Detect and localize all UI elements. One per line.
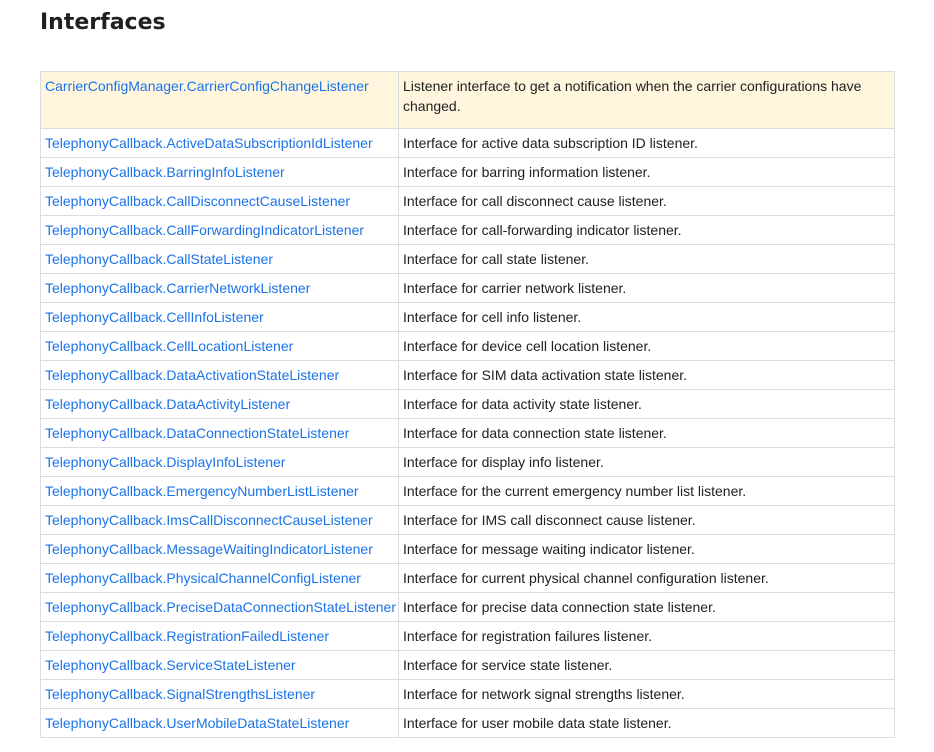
interface-link[interactable]: TelephonyCallback.ImsCallDisconnectCauseListener: [45, 512, 373, 528]
interface-name-cell: [41, 361, 399, 390]
interface-description: Interface for the current emergency number list listener.: [399, 477, 895, 506]
interface-description: Interface for message waiting indicator listener.: [399, 535, 895, 564]
interface-name-cell: [41, 564, 399, 593]
interface-link[interactable]: TelephonyCallback.PreciseDataConnectionStateListener: [45, 599, 396, 615]
interface-link[interactable]: TelephonyCallback.RegistrationFailedListener: [45, 628, 330, 644]
interface-description: Interface for call-forwarding indicator listener.: [399, 216, 895, 245]
interface-link[interactable]: TelephonyCallback.SignalStrengthsListener: [45, 686, 316, 702]
table-row: [41, 680, 895, 709]
interface-description: Listener interface to get a notification when the carrier configurations have changed.: [399, 72, 895, 129]
interface-name-cell: [41, 332, 399, 361]
page-title: Interfaces: [40, 10, 166, 35]
interface-description: Interface for user mobile data state listener.: [399, 709, 895, 738]
table-row: [41, 187, 895, 216]
interface-description: Interface for current physical channel configuration listener.: [399, 564, 895, 593]
table-row: [41, 245, 895, 274]
interface-link[interactable]: TelephonyCallback.EmergencyNumberListListener: [45, 483, 359, 499]
interface-description: Interface for carrier network listener.: [399, 274, 895, 303]
interface-description: Interface for call disconnect cause listener.: [399, 187, 895, 216]
interface-name-cell: [41, 187, 399, 216]
table-row: [41, 535, 895, 564]
interface-name-cell: [41, 419, 399, 448]
interface-link[interactable]: TelephonyCallback.CallForwardingIndicatorListener: [45, 222, 365, 238]
interface-description: Interface for data connection state listener.: [399, 419, 895, 448]
interface-name-cell: [41, 593, 399, 622]
interface-link[interactable]: TelephonyCallback.CarrierNetworkListener: [45, 280, 311, 296]
interface-description: Interface for barring information listener.: [399, 158, 895, 187]
table-row: [41, 622, 895, 651]
interface-link[interactable]: TelephonyCallback.DataActivityListener: [45, 396, 291, 412]
interface-link[interactable]: TelephonyCallback.PhysicalChannelConfigListener: [45, 570, 361, 586]
table-row: [41, 390, 895, 419]
table-row: [41, 419, 895, 448]
interface-link[interactable]: TelephonyCallback.CellLocationListener: [45, 338, 294, 354]
interface-link[interactable]: CarrierConfigManager.CarrierConfigChangeListener: [45, 78, 369, 94]
interface-name-cell: [41, 303, 399, 332]
interface-link[interactable]: TelephonyCallback.DataConnectionStateListener: [45, 425, 350, 441]
interface-description: Interface for IMS call disconnect cause listener.: [399, 506, 895, 535]
interface-name-cell: [41, 448, 399, 477]
table-row: [41, 477, 895, 506]
interface-link[interactable]: TelephonyCallback.DisplayInfoListener: [45, 454, 286, 470]
interface-name-cell: [41, 129, 399, 158]
interface-description: Interface for call state listener.: [399, 245, 895, 274]
interface-name-cell: [41, 274, 399, 303]
interface-name-cell: [41, 506, 399, 535]
interface-link[interactable]: TelephonyCallback.CallDisconnectCauseListener: [45, 193, 351, 209]
table-row: [41, 506, 895, 535]
interface-name-cell: [41, 535, 399, 564]
interface-description: Interface for precise data connection state listener.: [399, 593, 895, 622]
interface-link[interactable]: TelephonyCallback.CellInfoListener: [45, 309, 264, 325]
table-row: [41, 158, 895, 187]
interface-name-cell: [41, 709, 399, 738]
table-row: [41, 448, 895, 477]
interface-description: Interface for network signal strengths listener.: [399, 680, 895, 709]
interface-description: Interface for cell info listener.: [399, 303, 895, 332]
table-row: [41, 593, 895, 622]
interface-name-cell: [41, 680, 399, 709]
interface-name-cell: [41, 216, 399, 245]
table-row: [41, 303, 895, 332]
interface-name-cell: [41, 72, 399, 129]
table-row: [41, 216, 895, 245]
interface-name-cell: [41, 477, 399, 506]
interface-description: Interface for display info listener.: [399, 448, 895, 477]
interface-description: Interface for service state listener.: [399, 651, 895, 680]
interface-description: Interface for data activity state listener.: [399, 390, 895, 419]
table-row: [41, 709, 895, 738]
interface-link[interactable]: TelephonyCallback.ActiveDataSubscriptionIdListener: [45, 135, 373, 151]
interface-description: Interface for registration failures listener.: [399, 622, 895, 651]
table-row: [41, 274, 895, 303]
table-row: [41, 332, 895, 361]
interface-name-cell: [41, 651, 399, 680]
table-row: [41, 651, 895, 680]
interface-description: Interface for device cell location listener.: [399, 332, 895, 361]
interface-description: Interface for active data subscription ID listener.: [399, 129, 895, 158]
interface-description: Interface for SIM data activation state listener.: [399, 361, 895, 390]
interface-link[interactable]: TelephonyCallback.MessageWaitingIndicatorListener: [45, 541, 373, 557]
interface-link[interactable]: TelephonyCallback.UserMobileDataStateListener: [45, 715, 350, 731]
interface-name-cell: [41, 245, 399, 274]
table-row: [41, 72, 895, 129]
interfaces-table: [40, 71, 895, 738]
interface-name-cell: [41, 390, 399, 419]
table-row: [41, 361, 895, 390]
interface-link[interactable]: TelephonyCallback.BarringInfoListener: [45, 164, 285, 180]
interface-link[interactable]: TelephonyCallback.CallStateListener: [45, 251, 274, 267]
interface-name-cell: [41, 622, 399, 651]
interfaces-table-body: [41, 72, 895, 738]
table-row: [41, 564, 895, 593]
interface-link[interactable]: TelephonyCallback.ServiceStateListener: [45, 657, 296, 673]
table-row: [41, 129, 895, 158]
interface-name-cell: [41, 158, 399, 187]
interface-link[interactable]: TelephonyCallback.DataActivationStateListener: [45, 367, 340, 383]
